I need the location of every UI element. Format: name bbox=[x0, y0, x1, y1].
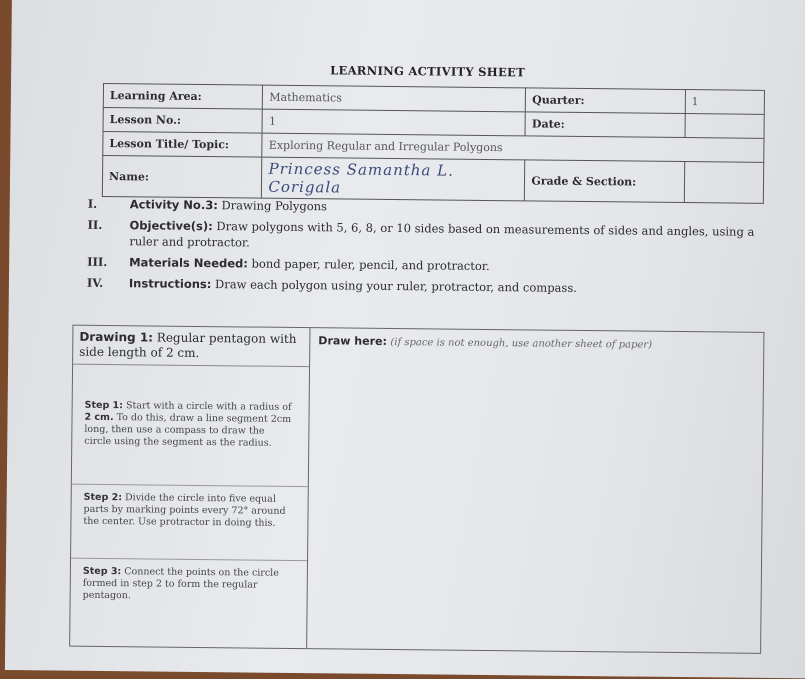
draw-here-heading bbox=[310, 328, 763, 358]
item-label: Materials Needed: bbox=[129, 255, 248, 271]
step-3 bbox=[83, 566, 293, 604]
item-number: IV. bbox=[86, 275, 104, 290]
drawing-text: Regular pentagon with side length of 2 cm. bbox=[79, 330, 297, 360]
info-table bbox=[102, 83, 765, 204]
lesson-title-label: Lesson Title/ Topic: bbox=[103, 131, 263, 157]
sheet-title: LEARNING ACTIVITY SHEET bbox=[330, 63, 526, 80]
item-text: bond paper, ruler, pencil, and protractor. bbox=[251, 256, 490, 274]
item-number: II. bbox=[87, 217, 103, 232]
name-value-handwritten[interactable]: Princess Samantha L. Corigala bbox=[262, 157, 525, 201]
divider bbox=[72, 484, 308, 487]
drawing-instructions-column bbox=[70, 326, 310, 648]
step-text: Divide the circle into five equal parts by marking points every 72° around the center. Use protractor in doing this. bbox=[83, 492, 286, 529]
lesson-title-value: Exploring Regular and Irregular Polygons bbox=[262, 133, 764, 162]
activity-sheet bbox=[5, 0, 805, 679]
draw-here-area[interactable] bbox=[307, 328, 763, 653]
item-number: I. bbox=[87, 196, 98, 211]
lesson-no-label: Lesson No.: bbox=[103, 107, 263, 133]
learning-area-value: Mathematics bbox=[263, 85, 526, 112]
step-text: Connect the points on the circle formed in step 2 to form the regular pentagon. bbox=[82, 566, 279, 602]
step-label: Step 3: bbox=[82, 565, 122, 578]
drawing-label: Drawing 1: bbox=[79, 329, 154, 345]
item-number: III. bbox=[87, 254, 108, 270]
item-text: Draw each polygon using your ruler, protractor, and compass. bbox=[214, 277, 577, 295]
name-label: Name: bbox=[102, 155, 262, 198]
grade-section-label: Grade & Section: bbox=[525, 160, 685, 203]
step-text: Start with a circle with a radius of bbox=[125, 400, 292, 413]
item-label: Instructions: bbox=[128, 276, 212, 292]
step-2 bbox=[83, 492, 293, 530]
item-label: Activity No.3: bbox=[129, 197, 218, 213]
list-item bbox=[87, 254, 767, 277]
item-text: Drawing Polygons bbox=[221, 198, 328, 214]
item-label: Objective(s): bbox=[129, 218, 213, 234]
draw-here-note: (if space is not enough, use another sheet of paper) bbox=[390, 336, 653, 351]
drawing-heading bbox=[73, 326, 309, 367]
grade-section-value[interactable] bbox=[684, 162, 764, 204]
lesson-no-value: 1 bbox=[262, 109, 525, 136]
step-text: To do this, draw a line segment 2cm long, then use a compass to draw the circle using the segment as the radius. bbox=[84, 412, 292, 449]
drawing-table bbox=[69, 325, 764, 654]
divider bbox=[71, 558, 307, 561]
draw-here-label: Draw here: bbox=[318, 334, 387, 348]
date-value[interactable] bbox=[685, 114, 765, 139]
step-1 bbox=[84, 400, 294, 450]
step-emphasis: 2 cm. bbox=[84, 411, 114, 424]
step-label: Step 2: bbox=[83, 491, 123, 504]
quarter-value: 1 bbox=[685, 90, 765, 115]
list-item bbox=[87, 217, 767, 256]
activity-details bbox=[87, 196, 768, 303]
list-item bbox=[87, 275, 767, 298]
step-label: Step 1: bbox=[84, 399, 124, 412]
learning-area-label: Learning Area: bbox=[103, 83, 263, 109]
quarter-label: Quarter: bbox=[526, 88, 686, 114]
date-label: Date: bbox=[525, 112, 685, 138]
item-text: Draw polygons with 5, 6, 8, or 10 sides based on measurements of sides and angles, using a ruler and protractor. bbox=[129, 219, 755, 250]
